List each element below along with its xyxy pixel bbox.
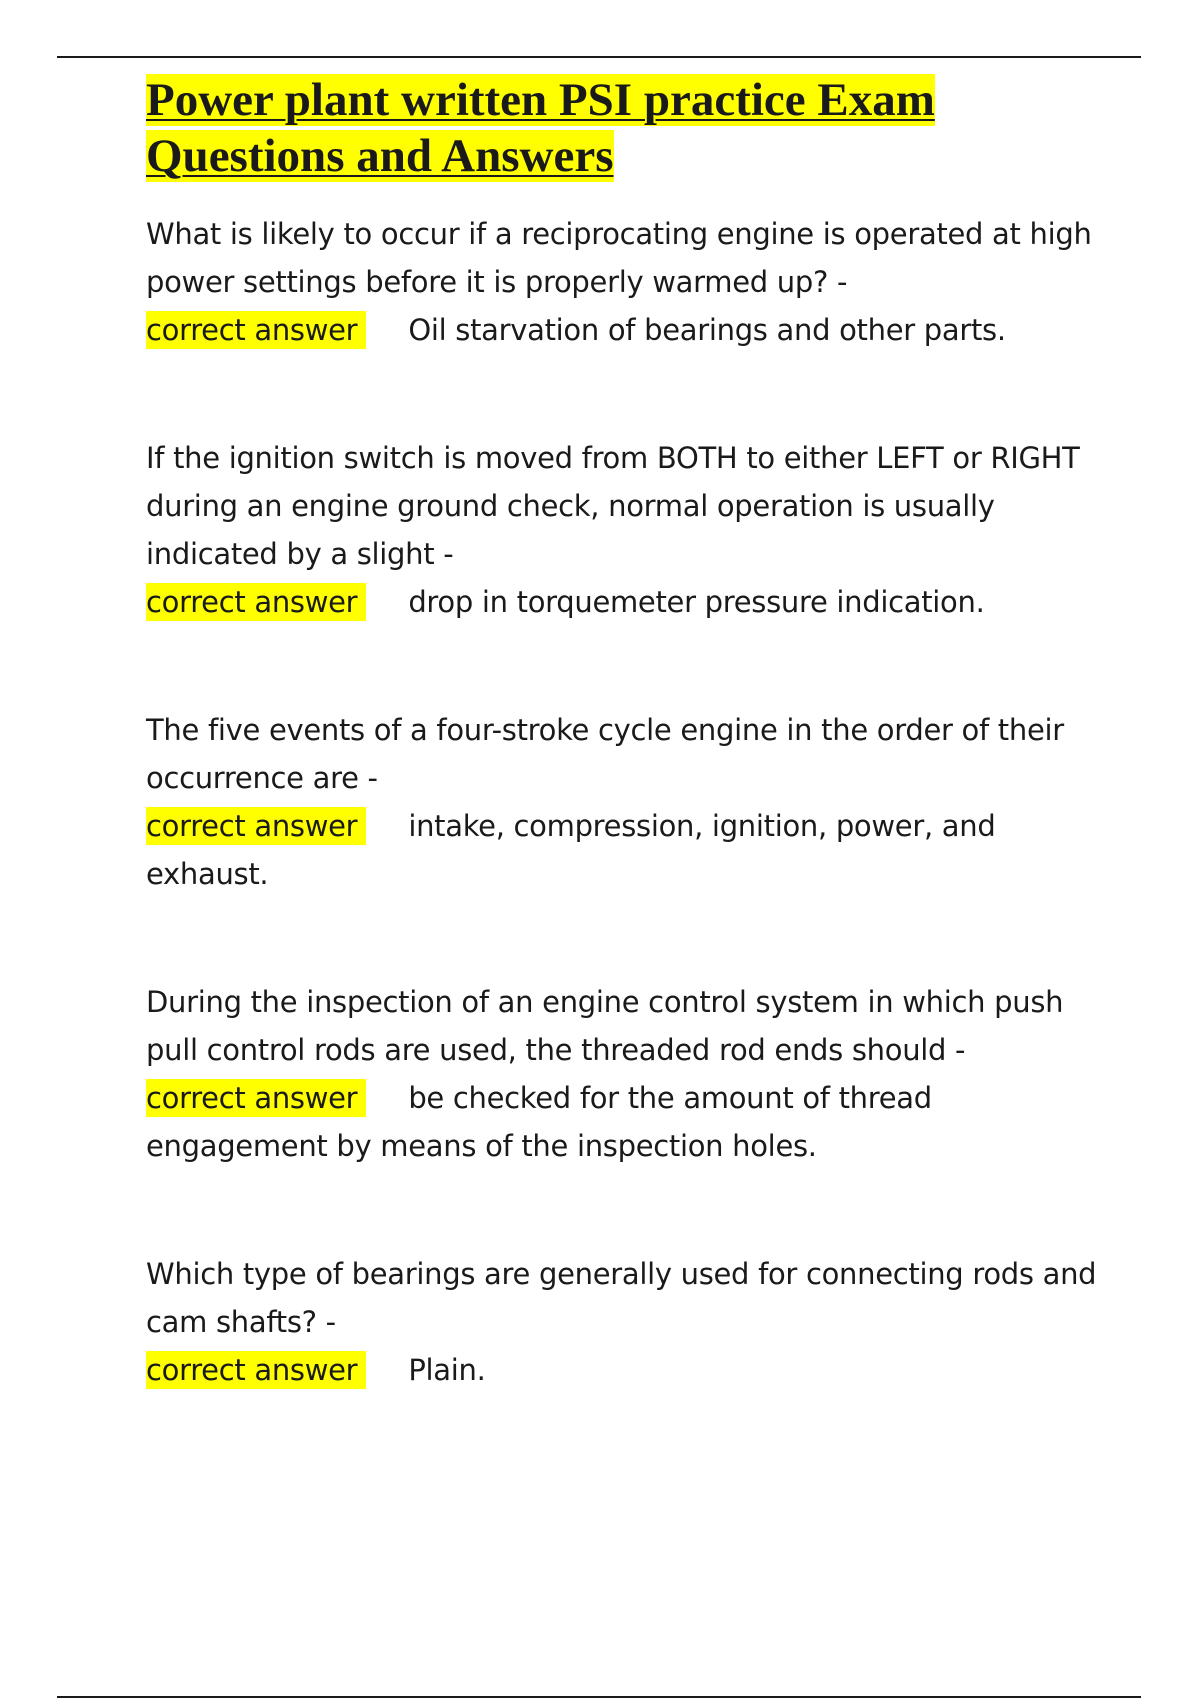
question-text: The five events of a four-stroke cycle engine in the order of their occurrence are - [146,713,1064,795]
qa-item-5 [146,1250,1106,1394]
answer-text: intake, compression, ignition, power, and exhaust. [146,809,996,891]
question-text: Which type of bearings are generally used for connecting rods and cam shafts? - [146,1257,1097,1339]
top-rule [57,56,1141,58]
answer-line [146,306,1106,354]
answer-line [146,1074,1106,1170]
answer-line [146,578,1106,626]
correct-answer-label: correct answer [146,1079,366,1117]
correct-answer-label: correct answer [146,311,366,349]
question-text: If the ignition switch is moved from BOTH to either LEFT or RIGHT during an engine ground check, normal operation is usually indicated by a slight - [146,441,1080,571]
correct-answer-label: correct answer [146,1351,366,1389]
bottom-rule [57,1696,1141,1698]
document-body [146,72,1106,1394]
correct-answer-label: correct answer [146,807,366,845]
qa-item-4 [146,978,1106,1170]
question-text: During the inspection of an engine control system in which push pull control rods are used, the threaded rod ends should - [146,985,1064,1067]
question-text: What is likely to occur if a reciprocating engine is operated at high power settings before it is properly warmed up? - [146,217,1092,299]
qa-item-1 [146,210,1106,354]
qa-item-3 [146,706,1106,898]
answer-line [146,802,1106,898]
page-title-text: Power plant written PSI practice Exam Questions and Answers [146,74,935,182]
answer-text: Plain. [408,1353,486,1387]
answer-line [146,1346,1106,1394]
page-title [146,72,986,184]
answer-text: Oil starvation of bearings and other parts. [408,313,1006,347]
qa-item-2 [146,434,1106,626]
answer-text: drop in torquemeter pressure indication. [408,585,985,619]
answer-text: be checked for the amount of thread engagement by means of the inspection holes. [146,1081,932,1163]
correct-answer-label: correct answer [146,583,366,621]
